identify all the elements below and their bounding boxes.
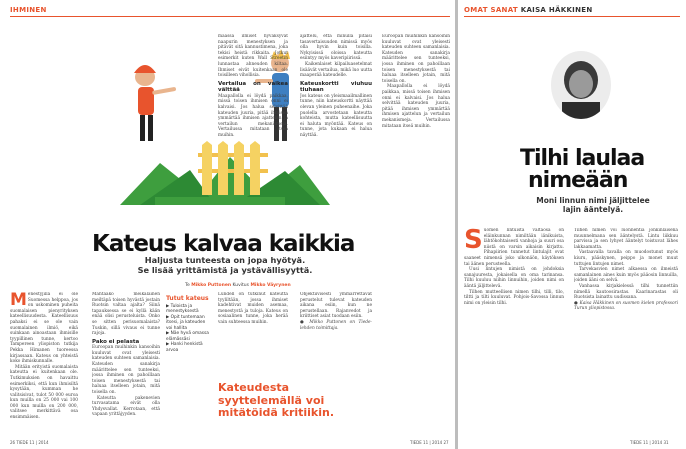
byline: Te Mikko Puttonen Kuvitus Mikko Väyrynen	[185, 283, 291, 288]
right-page	[458, 0, 686, 449]
page-footer: TIEDE 11 | 2014 31	[630, 440, 669, 445]
column-5	[382, 34, 450, 194]
deck-line-2: lajin ääntelyä.	[562, 205, 624, 214]
headline-line-2: nimeään	[528, 168, 628, 193]
deck	[80, 255, 370, 275]
right-column-1	[464, 228, 564, 433]
column-1	[10, 292, 78, 432]
headline	[520, 148, 644, 192]
intro-text: enestyjillä ei ole Suomessa helppoa, jos on uskominen puheita suomalaisen pienyrityksen kateellisuudesta. Kateellisuus pahaksi ei se ole vain suomalainen ilmiö, eikä suinkaan ainoastaan ihmisille tyypillinen tunne, kertoo Tampereen yliopiston tutkija Pekka Himanen tuoreessa kirjassaan. Kateus on yhteistä koko ihmiskunnalle.	[10, 292, 78, 365]
factbox-item: ▶ Hanki henkistä arvoa	[166, 342, 203, 353]
section-label: IHMINEN	[10, 6, 47, 14]
paragraph: Objektiivisesti ymmärrettävät perustelut tulevat kateuden aikana esiin, kun ne perustellaan. Rajanvedot ja kriittiset asiat tuodaan esiin.	[300, 292, 372, 320]
paragraph: Tarvekasvien nimet alkaessa on ilmeistä samanlainen aines kuin myös pääosin linnuilla, joiden ääni on selvä.	[574, 267, 678, 284]
factbox-item: ▶ Opit tuntemaan itsesi, ja kateuden voi hallita	[166, 314, 206, 331]
paragraph: Tilhen mutteellisen nimen tilhi, tilli, tilo, tiltti ja tilti kuuluvat. Pohjois-Savossa linnun nimi on yleisin tilhi.	[464, 289, 564, 306]
right-column-2	[574, 228, 678, 433]
dropcap: S	[464, 228, 483, 255]
deck-line-1: Haljusta tunteesta on jopa hyötyä.	[144, 255, 306, 265]
paragraph: Euroopan muihinkin kansoihin kuuluvat ovat yleisesti kateuden suhteen samanlaisia. Kateuden sanakirja määrittelee sen tunteeksi, jossa ihminen on pahoillaan toisen menestyksestä tai haluaa itselleen jotain, mitä toisella on.	[382, 34, 450, 84]
paragraph: Jos kateus on yleismaailmallinen tunne, niin kateuskortti näyttää olevan yleinen puheenaihe. Joka puolella arvostetaan kateutta kohteista, mutta kateellisuutta ei haluta myöntää. Kateus on tunne, jota kukaan ei halua näyttää.	[300, 93, 372, 138]
column-3-top	[218, 34, 288, 172]
paragraph: Maapallolla ei löydä paikkaa, missä toisen ihmisen onni ei kalvaisi. Jos halua selvittää kateuden juuria, pitää ihmisen ymmärtää ihmisen ajattelun ja vertailun mekanismeja. Vertailussa mitataan itseä muihin.	[382, 84, 450, 129]
paragraph: Maapallolla ei löydä paikkaa, missä toisen ihmisen onni ei kalvaisi. Jos halua selvittää kateuden juuria, pitää ihmisen ymmärtää ihmisen ajattelun ja vertailun mekanismeja. Vertailussa mitataan itseä muihin.	[218, 93, 288, 138]
factbox-title: Tutut kateus	[166, 295, 209, 302]
column-4-top	[300, 34, 372, 172]
deck	[518, 196, 668, 214]
deck-line-1: Moni linnun nimi jäljittelee	[536, 196, 650, 205]
author-note: ● Mikko Puttonen on Tiede-lehden toimittaja.	[300, 319, 372, 331]
paragraph: Mitään erityistä suomalaista kateutta ei kuitenkaan ole. Tutkimuksien on havaittu esimerkiksi, että kun ihmisiltä kysytään, kumman he valitsisivat, tulot 50 000 euroa kun muilla on 25 000 vai 100 000 kun muilla on 200 000, valitsee merkittävä osa ensimmäisen.	[10, 364, 78, 421]
paragraph: maassa ilmiset hyväksyvät naapurin menestyksen ja pitävät sitä kannustimena, joka tekisi heistä rikkaita. Jotkut esimerkit kuten Wall Streetin lunnastaa ahneuden kiltaa. Ihmiset eivät kuitenkaan ole toisilleen vihollisia.	[218, 34, 288, 79]
column-3-bottom	[218, 292, 288, 378]
paragraph: Mahtaako meikäläinen meiltäpä toisen hyvästä jostain Ruotsin valtaa ajalta? Siinä tapauksessa se ei kyllä kään enää olisi perusteluista. Onko se sitten perisuomalaista? Tuskin, sillä vivaus ei tunne rajoja.	[92, 292, 160, 337]
header-rule	[10, 16, 450, 17]
column-2	[92, 292, 160, 432]
author-portrait	[550, 50, 612, 120]
paragraph: Euroopan muihinkin kansoihin kuuluvat ovat yleisesti kateuden suhteen samanlaisia. Kateuden sanakirja määrittelee sen tunteeksi, jossa ihminen on pahoillaan toisen menestyksestä tai haluaa itselleen jotain, mitä toisella on.	[92, 345, 160, 395]
header-rule	[464, 16, 680, 17]
column-label: OMAT SANAT KAISA HÄKKINEN	[464, 6, 593, 14]
factbox-item: ▶ Näe hyvä omassa elämässäsi	[166, 331, 209, 342]
paragraph: Kaikenlaiset kilpailuasetelmat lisäävät vertailua, mikä luo uutta maaperää kateudelle.	[300, 61, 372, 79]
headline: Kateus kalvaa kaikkia	[92, 231, 355, 257]
paragraph: Kateutta pakenevien turvasatama eivät olla Yhdysvallat. Kerrotaan, että vapaan yrittäjyyden.	[92, 395, 160, 418]
deck-line-2: Se lisää yrittämistä ja ystävällisyyttä.	[137, 265, 313, 275]
paragraph: Vanhassa kirjakielessä tilhi tunnettiin nimellä kautoosirastas. Kaarinarastas oli Ruotsista lainattu uudissana.	[574, 283, 678, 301]
pull-quote: Kateudesta syyttelemällä voi mitätöidä kritiikin.	[218, 381, 335, 419]
paragraph: Lundell on tutkinut kateutta tyyliltään, jossa ihmiset kadehtivat muiden asemaa, menestystä ja tuloja. Kateus on sosiaalinen tunne, joka herää vain suhteessa muihin.	[218, 292, 288, 325]
factbox-item: ▶ Tuloista ja menestyksestä	[166, 303, 199, 314]
headline-line-1: Tilhi laulaa	[520, 146, 645, 171]
paragraph: Tilhen nimen voi luonnehtia jonkinlaisena muunnelmana sen ääntelystä. Lintu liikkuu parvissa ja sen lyhyet ääntelyt toistuvat lähes lakkaamatta.	[574, 228, 678, 250]
page-footer-left: 26 TIEDE 11 | 2014	[10, 440, 49, 445]
factbox	[166, 296, 212, 353]
paragraph: ajattelu, että minulla pitäisi tasavertaisuuden nimissä myös olla hyvin kuin toisilla. Nykyisissä oloissa kateutta esiintyy myös kaveripiirissä.	[300, 34, 372, 62]
page-footer-right: TIEDE 11 | 2014 27	[410, 440, 449, 445]
paragraph: Vastaavalla tavalla on muodostunut myös kiuru, pääskynen, peippo ja monet muut tuttujen lintujen nimet.	[574, 250, 678, 267]
subheading: Pako ei pelasta	[92, 338, 140, 345]
paragraph: Uusi lintujen nimistä on johdoksia sanajuuresta, jokaisella on oma tarinansa. Tilhi kuuluu niihin linnuihin, joiden nimi on ääntä jäljittelevä.	[464, 267, 564, 289]
man-left-figure	[134, 65, 176, 141]
subheading: Vertailua on vaikea välttää	[218, 80, 288, 94]
author-note: ● Kaisa Häkkinen on suomen kielen professori Turun yliopistossa.	[574, 300, 678, 312]
paragraph: uomen lintuista valtaosa on eläinkunnan nimiltään iänikuista, lähtökohtaisesti vanhoja ja suuri osa niistä on varsin aikaisin kirjattu. Pihapiirien tunnetut lintulajit ovat saaneet nimensä joko ulkonäön, käytöksen tai äänen perusteella.	[464, 228, 564, 267]
subheading: Kateuskortti viuhuu tiuhaan	[300, 80, 372, 94]
dropcap: M	[10, 292, 27, 310]
